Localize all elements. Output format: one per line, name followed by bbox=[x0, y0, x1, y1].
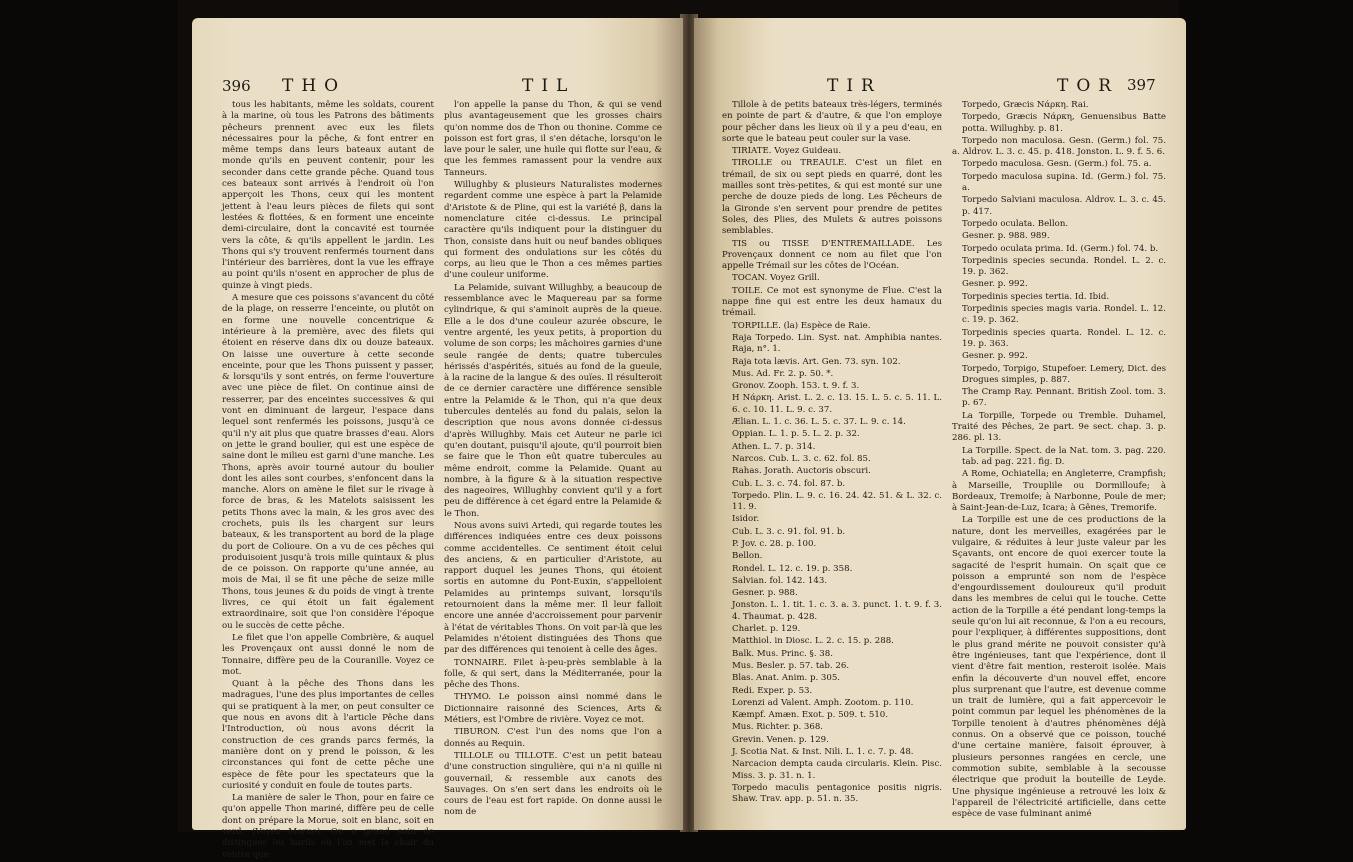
paragraph: Gesner. p. 988. 989. bbox=[962, 231, 1050, 242]
paragraph: Narcos. Cub. L. 3. c. 62. fol. 85. bbox=[732, 453, 871, 464]
paragraph: Rahas. Jorath. Auctoris obscuri. bbox=[732, 466, 871, 477]
paragraph: Torpedo. Plin. L. 9. c. 16. 24. 42. 51. & L. 32. c. 11. 9. bbox=[732, 490, 942, 513]
paragraph: Torpedo maculosa. Gesn. (Germ.) fol. 75. a. bbox=[962, 159, 1152, 170]
right-column-1 bbox=[722, 100, 942, 807]
left-page-header bbox=[222, 76, 652, 98]
paragraph: Bellon. bbox=[732, 551, 763, 562]
paragraph: Cub. L. 3. c. 74. fol. 87. b. bbox=[732, 478, 846, 489]
paragraph: Torpedinis species magis varia. Rondel. L. 12. c. 19. p. 362. bbox=[962, 304, 1166, 326]
paragraph: P. Jov. c. 28. p. 100. bbox=[732, 538, 817, 549]
paragraph: TOILE. Ce mot est synonyme de Flue. C'est la nappe fine qui est entre les deux hamaux du trémail. bbox=[722, 285, 942, 319]
paragraph: Athen. L. 7. p. 314. bbox=[732, 441, 816, 452]
left-column-2 bbox=[444, 100, 662, 820]
paragraph: Balk. Mus. Princ. §. 38. bbox=[732, 648, 833, 659]
right-header-word-1: TIR bbox=[827, 76, 882, 96]
paragraph: TIROLLE ou TREAULE. C'est un filet en trémail, de six ou sept pieds en quarré, dont les mailles sont très-petites, & qui est monté sur une perche de douze pieds de long. Les Pêcheurs de la Gironde s'en servent pour prendre de petites Soles, des Plies, des Mulets & autres poissons semblables. bbox=[722, 158, 942, 237]
paragraph: Jonston. L. 1. tit. 1. c. 3. a. 3. punct. 1. t. 9. f. 3. 4. Thaumat. p. 428. bbox=[732, 600, 942, 622]
paragraph: Grevin. Venen. p. 129. bbox=[732, 734, 829, 745]
paragraph: TIS ou TISSE D'ENTREMAILLADE. Les Provençaux donnent ce nom au filet que l'on appelle Trémail sur les côtes de l'Océan. bbox=[722, 238, 942, 272]
paragraph: THYMO. Le poisson ainsi nommé dans le Dictionnaire raisonné des Sciences, Arts & Métiers, est l'Ombre de rivière. Voyez ce mot. bbox=[444, 692, 662, 726]
paragraph: Mus. Richter. p. 368. bbox=[732, 722, 824, 733]
paragraph: Blas. Anat. Anim. p. 305. bbox=[732, 673, 841, 684]
left-header-word-1: THO bbox=[282, 76, 347, 96]
paragraph: Torpedo oculata. Bellon. bbox=[962, 218, 1069, 229]
paragraph: Isidor. bbox=[732, 514, 760, 525]
paragraph: La manière de saler le Thon, pour en faire ce qu'on appelle Thon mariné, diffère peu de celle dont on prépare la Morue, soit en blanc, soit en verd. (Voyez Morue). On a grand soin de distinguer les barils où l'on met la chair du ventre que bbox=[222, 793, 434, 860]
paragraph: Mus. Ad. Fr. 2. p. 50. *. bbox=[732, 368, 834, 379]
paragraph: TILLOLE ou TILLOTE. C'est un petit bateau d'une construction singulière, qui n'a ni quille ni gouvernail, & ressemble aux canots des Sauvages. On s'en sert dans les endroits où le cours de l'eau est fort rapide. On donne aussi le nom de bbox=[444, 750, 662, 818]
right-page-header bbox=[722, 76, 1162, 98]
paragraph: Torpedo oculata prima. Id. (Germ.) fol. 74. b. bbox=[962, 243, 1159, 254]
left-page bbox=[192, 18, 683, 860]
paragraph: TOCAN. Voyez Grill. bbox=[732, 273, 820, 284]
paragraph: Gronov. Zooph. 153. t. 9. f. 3. bbox=[732, 381, 860, 392]
paragraph: TIBURON. C'est l'un des noms que l'on a donnés au Requin. bbox=[444, 727, 662, 749]
paragraph: Torpedo, Græcis Νάρκη. Rai. bbox=[962, 100, 1089, 110]
right-column-2 bbox=[952, 100, 1166, 821]
paragraph: Torpedo, Græcis Νάρκη, Genuensibus Batte potta. Willughby. p. 81. bbox=[962, 112, 1166, 134]
paragraph: Kæmpf. Amæn. Exot. p. 509. t. 510. bbox=[732, 710, 889, 721]
paragraph: Gesner. p. 992. bbox=[962, 279, 1028, 290]
paragraph: l'on appelle la panse du Thon, & qui se vend plus avantageusement que les grosses chairs qu'on nomme dos de Thon ou thonine. Comme ce poisson est fort gras, il s'en détache, lorsqu'on le lave pour le saler, une huile qui flotte sur l'eau, & que les femmes ramassent pour la vendre aux Tanneurs. bbox=[444, 100, 662, 178]
paragraph: La Torpille est une de ces productions de la nature, dont les merveilles, exagérées par le vulgaire, & réduites à leur juste valeur par les Sçavants, ont encore de quoi exercer toute la sagacité de l'esprit humain. On sçait que ce poisson a emprunté son nom de l'espèce d'engourdissement douloureux qu'il produit dans les membres de celui qui le touche. Cette action de la Torpille a été pendant long-temps la seule qu'on lui ait reconnue, & l'on a eu recours, pour l'expliquer, à différentes suppositions, dont le plus grand mérite ne pouvoit consister qu'à être ingénieuses, tant que l'expérience, dont il vient d'être fait mention, resteroit isolée. Mais enfin la découverte d'un nouvel effet, encore plus surprenant que l'autre, est devenue comme un trait de lumière, qui a fait appercevoir le point commun par lequel les phénomènes de la Torpille tenoient à d'autres phénomènes déjà connus. On a observé que ce poisson, touché d'une certaine manière, faisoit éprouver, à plusieurs personnes rangées en cercle, une commotion subite, semblable à la secousse électrique que produit la bouteille de Leyde. Une physique ingénieuse a retrouvé les loix & l'appareil de l'électricité artificielle, dans cette espèce de vase fulminant animé bbox=[952, 515, 1166, 820]
paragraph: Willughby & plusieurs Naturalistes modernes regardent comme une espèce à part la Pelamide d'Aristote & de Pline, qui est la variété β, dans la nomenclature citée ci-dessus. Le principal caractère qu'ils indiquent pour la distinguer du Thon, consiste dans huit ou neuf bandes obliques qui forment des ondulations sur les côtés du corps, au lieu que le Thon a ces mêmes parties d'une couleur uniforme. bbox=[444, 180, 662, 281]
paragraph: Narcacion dempta cauda circularis. Klein. Pisc. Miss. 3. p. 31. n. 1. bbox=[732, 759, 942, 781]
paragraph: TORPILLE. (la) Espèce de Raie. bbox=[732, 320, 871, 331]
paragraph: Oppian. L. 1. p. 5. L. 2. p. 32. bbox=[732, 429, 860, 440]
paragraph: tous les habitants, même les soldats, courent à la marine, où tous les Patrons des bâtiments pêcheurs prennent avec eux les filets nécessaires pour la pêche, & font entrer en même temps dans leurs bateaux autant de monde qu'ils en peuvent contenir, pour les seconder dans cette grande pêche. Quand tous ces bateaux sont arrivés à l'endroit où l'on apperçoit les Thons, ceux qui les montent jettent à l'eau leurs pièces de filets qui sont lestées & flottées, & en forment une enceinte demi-circulaire, dont la concavité est tournée vers la côte, & qu'ils appellent le jardin. Les Thons qui s'y trouvent renfermés tournent dans l'intérieur des barrières, dont la vue les effraye au point qu'ils n'osent en approcher de plus de quinze à vingt pieds. bbox=[222, 100, 434, 291]
paragraph: Salvian. fol. 142. 143. bbox=[732, 575, 828, 586]
paragraph: Torpedo maculosa supina. Id. (Germ.) fol. 75. a. bbox=[962, 171, 1166, 194]
paragraph: La Torpille, Torpede ou Tremble. Duhamel, Traité des Pêches, 2e part. 9e sect. chap. 3. p. 286. pl. 13. bbox=[952, 410, 1166, 444]
paragraph: Tillole à de petits bateaux très-légers, terminés en pointe de part & d'autre, & que l'on employe pour pêcher dans les lieux où il y a peu d'eau, en sorte que le bateau peut couler sur la vase. bbox=[722, 100, 942, 144]
paragraph: Gesner. p. 988. bbox=[732, 588, 798, 599]
paragraph: Torpedo, Torpigo, Stupefoer. Lemery, Dict. des Drogues simples, p. 887. bbox=[962, 363, 1166, 385]
paragraph: La Torpille. Spect. de la Nat. tom. 3. pag. 220. tab. ad pag. 221. fig. D. bbox=[962, 445, 1166, 467]
right-page-number: 397 bbox=[1127, 76, 1156, 94]
right-header-word-2: TOR bbox=[1057, 76, 1120, 96]
paragraph: Torpedinis species tertia. Id. Ibid. bbox=[962, 291, 1110, 302]
paragraph: La Pelamide, suivant Willughby, a beaucoup de ressemblance avec le Maquereau par sa forme cylindrique, & qui s'aminoit auprès de la queue. Elle a le dos d'une couleur azurée obscure, le ventre argenté, les yeux petits, à proportion du volume de son corps; les mâchoires garnies d'une seule rangée de dents; quatre tubercules hérissés d'aspérités, situés au fond de la gueule, à la racine de la langue & des ouïes. Il résulteroit de ce dernier caractère une différence sensible entre la Pelamide & le Thon, qui n'a que deux tubercules dentelés au fond du palais, selon la description que nous avons donnée ci-dessus d'après Willughby. Mais cet Auteur ne parle ici qu'en doutant, puisqu'il ajoute, qu'il pourroit bien se faire que le Thon eût quatre tubercules au même endroit, comme la Pelamide. Quant au nombre, à la figure & à la situation respective des nageoires, Willughby convient qu'il y a fort peu de différence à cet égard entre la Pelamide & le Thon. bbox=[444, 282, 662, 519]
paragraph: Gesner. p. 992. bbox=[962, 351, 1028, 362]
paragraph: Ælian. L. 1. c. 36. L. 5. c. 37. L. 9. c. 14. bbox=[732, 417, 906, 428]
paragraph: The Cramp Ray. Pennant. British Zool. tom. 3. p. 67. bbox=[962, 387, 1166, 409]
paragraph: Torpedinis species quarta. Rondel. L. 12. c. 19. p. 363. bbox=[962, 327, 1166, 349]
left-page-number: 396 bbox=[222, 77, 251, 95]
paragraph: Raja Torpedo. Lin. Syst. nat. Amphibia nantes. Raja, n°. 1. bbox=[732, 332, 942, 355]
paragraph: A Rome, Ochiatella; en Angleterre, Crampfish; à Marseille, Trouplile ou Dormilloufe; à Bordeaux, Tremoife; à Narbonne, Poule de mer; à Saint-Jean-de-Luz, Icara; à Gênes, Tremorife. bbox=[952, 469, 1166, 514]
paragraph: H Νάρκη. Arist. L. 2. c. 13. 15. L. 5. c. 5. 11. L. 6. c. 10. 11. L. 9. c. 37. bbox=[732, 393, 942, 415]
paragraph: Rondel. L. 12. c. 19. p. 358. bbox=[732, 563, 853, 574]
paragraph: Mus. Besler. p. 57. tab. 26. bbox=[732, 660, 850, 671]
paragraph: Matthiol. in Diosc. L. 2. c. 15. p. 288. bbox=[732, 636, 894, 647]
paragraph: Raja tota lævis. Art. Gen. 73. syn. 102. bbox=[732, 356, 901, 367]
paragraph: Charlet. p. 129. bbox=[732, 624, 801, 635]
paragraph: Torpedo non maculosa. Gesn. (Germ.) fol. 75. a. Aldrov. L. 3. c. 45. p. 418. Jonston. L. 9. f. 5. 6. bbox=[952, 135, 1166, 158]
paragraph: Torpedinis species secunda. Rondel. L. 2. c. 19. p. 362. bbox=[962, 255, 1166, 278]
right-page bbox=[694, 18, 1186, 830]
paragraph: Le filet que l'on appelle Combrière, & auquel les Provençaux ont aussi donné le nom de Tonnaire, diffère peu de la Couranille. Voyez ce mot. bbox=[222, 632, 434, 677]
left-column-1 bbox=[222, 100, 434, 862]
paragraph: Cub. L. 3. c. 91. fol. 91. b. bbox=[732, 526, 846, 537]
paragraph: Torpedo Salviani maculosa. Aldrov. L. 3. c. 45. p. 417. bbox=[962, 195, 1166, 217]
paragraph: A mesure que ces poissons s'avancent du côté de la plage, on resserre l'enceinte, ou plutôt on en forme une nouvelle concentrique & intérieure à la première, avec des filets qui étoient en réserve dans dix ou douze bateaux. On laisse une ouverture à cette seconde enceinte, pour que les Thons puissent y passer, & lorsqu'ils y sont entrés, on ferme l'ouverture avec une pièce de filet. On continue ainsi de resserrer, par des enceintes successives & qui vont en diminuant de largeur, l'espace dans lequel sont renfermés les poissons, jusqu'à ce qu'il n'y ait plus que quatre brasses d'eau. Alors on jette le grand boulier, qui est une espèce de saine dont le milieu est garni d'une manche. Les Thons, après avoir tourné autour du boulier dont les ailes sont courbes, s'enfoncent dans la manche. Alors on amène le filet sur le rivage à force de bras, & les Matelots saisissent les petits Thons avec la main, & les gros avec des crochets, puis ils les chargent sur leurs bateaux, & les transportent au bord de la plage du port de Colioure. On a vu de ces pêches qui produisoient jusqu'à trois mille quintaux & plus de ce poisson. On rapporte qu'une année, au mois de Mai, il se fit une pêche de seize mille Thons, tous jeunes & du poids de vingt à trente livres, ce qui étoit un fait également extraordinaire, soit que l'on considère l'époque ou le succès de cette pêche. bbox=[222, 293, 434, 631]
paragraph: TIRIATE. Voyez Guideau. bbox=[732, 146, 842, 157]
paragraph: Torpedo maculis pentagonice positis nigris. Shaw. Trav. app. p. 51. n. 35. bbox=[732, 782, 942, 805]
paragraph: Nous avons suivi Artedi, qui regarde toutes les différences indiquées entre ces deux poissons comme accidentelles. Ce sentiment étoit celui des anciens, & en particulier d'Aristote, au rapport duquel les jeunes Thons, qui étoient sortis en automne du Pont-Euxin, s'appelloient Pelamides au printemps suivant, lorsqu'ils retournoient dans la même mer. Il leur falloit encore une année d'accroissement pour parvenir à l'état de véritables Thons. On voit par-là que les Pelamides n'étoient distinguées des Thons que par des différences qui tenoient à celle des âges. bbox=[444, 520, 662, 656]
paragraph: TONNAIRE. Filet à-peu-près semblable à la folle, & qui sert, dans la Méditerranée, pour la pêche des Thons. bbox=[444, 657, 662, 691]
paragraph: Quant à la pêche des Thons dans les madragues, l'une des plus importantes de celles qui se pratiquent à la mer, on peut consulter ce que nous en avons dit à l'article Pêche dans l'Introduction, où nous avons décrit la construction de ces grands parcs fermés, la manière dont on y prend le poisson, & les circonstances qui font de cette pêche une espèce de fête pour les spectateurs que la curiosité y conduit en foule de toutes parts. bbox=[222, 679, 434, 791]
paragraph: Lorenzi ad Valent. Amph. Zootom. p. 110. bbox=[732, 697, 914, 708]
paragraph: Redi. Exper. p. 53. bbox=[732, 685, 813, 696]
paragraph: J. Scotia Nat. & Inst. Nili. L. 1. c. 7. p. 48. bbox=[732, 747, 914, 758]
left-header-word-2: TIL bbox=[522, 76, 576, 96]
